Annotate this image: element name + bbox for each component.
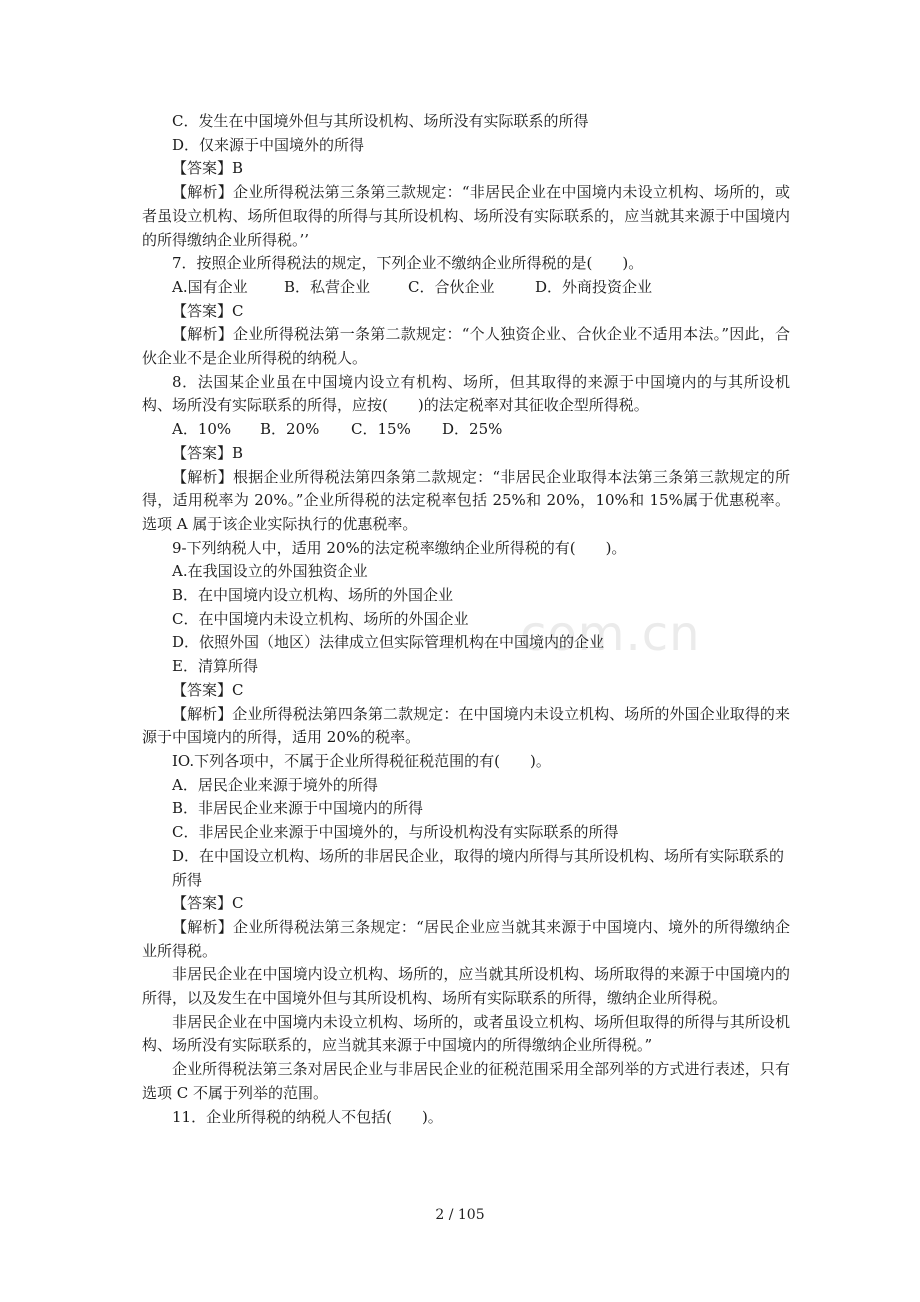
option-a: A．居民企业来源于境外的所得 xyxy=(172,775,378,794)
option-b: B．私营企业 xyxy=(284,277,371,296)
option-c: C．在中国境内未设立机构、场所的外国企业 xyxy=(172,609,469,628)
answer: 【答案】B xyxy=(172,443,244,462)
explanation: 【解析】企业所得税法第三条规定：“居民企业应当就其来源于中国境内、境外的所得缴纳企业所得税。 xyxy=(142,917,790,960)
option-d: D．在中国设立机构、场所的非居民企业，取得的境内所得与其所设机构、场所有实际联系的所得 xyxy=(172,846,785,889)
option-a: A.国有企业 xyxy=(172,277,248,296)
question-7-options xyxy=(142,276,790,300)
explanation: 【解析】企业所得税法第三条第三款规定：“非居民企业在中国境内未设立机构、场所的，或者虽设立机构、场所但取得的所得与其所设机构、场所没有实际联系的，应当就其来源于中国境内的所得缴纳企业所得税。’’ xyxy=(142,183,790,249)
page-content xyxy=(142,110,790,1129)
option-b: B．在中国境内设立机构、场所的外国企业 xyxy=(172,586,454,605)
option-b: B．20% xyxy=(260,420,320,439)
question-9: 9-下列纳税人中，适用 20%的法定税率缴纳企业所得税的有( )。 xyxy=(172,538,627,557)
question-8: 8．法国某企业虽在中国境内设立有机构、场所，但其取得的来源于中国境内的与其所设机构、场所没有实际联系的所得，应按( )的法定税率对其征收企型所得税。 xyxy=(142,372,790,415)
option-d: D．仅来源于中国境外的所得 xyxy=(172,135,365,154)
explanation: 【解析】企业所得税法第一条第二款规定：“个人独资企业、合伙企业不适用本法。”因此，合伙企业不是企业所得税的纳税人。 xyxy=(142,325,790,368)
option-d: D．25% xyxy=(442,420,503,439)
option-c: C．合伙企业 xyxy=(408,277,495,296)
option-c: C．非居民企业来源于中国境外的，与所设机构没有实际联系的所得 xyxy=(172,823,619,842)
explanation: 【解析】企业所得税法第四条第二款规定：在中国境内未设立机构、场所的外国企业取得的来源于中国境内的所得，适用 20%的税率。 xyxy=(142,704,790,747)
answer: 【答案】C xyxy=(172,894,244,913)
question-8-options xyxy=(142,418,790,442)
page-number: 2 / 105 xyxy=(435,1207,485,1223)
question-10: IO.下列各项中，不属于企业所得税征税范围的有( )。 xyxy=(172,751,551,770)
option-b: B．非居民企业来源于中国境内的所得 xyxy=(172,799,424,818)
answer: 【答案】C xyxy=(172,301,244,320)
option-e: E．清算所得 xyxy=(172,657,258,676)
explanation: 【解析】根据企业所得税法第四条第二款规定：“非居民企业取得本法第三条第三款规定的所得，适用税率为 20%。”企业所得税的法定税率包括 25%和 20%，10%和 15%属于优惠税率。选项 A 属于该企业实际执行的优惠税率。 xyxy=(142,467,790,533)
watermark: com.cn xyxy=(520,606,701,662)
option-c: C．15% xyxy=(351,420,411,439)
explanation-paragraph: 非居民企业在中国境内未设立机构、场所的，或者虽设立机构、场所但取得的所得与其所设机构、场所没有实际联系的，应当就其来源于中国境内的所得缴纳企业所得税。” xyxy=(142,1012,790,1055)
option-c: C．发生在中国境外但与其所设机构、场所没有实际联系的所得 xyxy=(172,112,589,130)
option-d: D．外商投资企业 xyxy=(535,277,653,296)
option-d: D．依照外国（地区）法律成立但实际管理机构在中国境内的企业 xyxy=(172,633,605,652)
answer: 【答案】C xyxy=(172,680,244,699)
explanation-paragraph: 企业所得税法第三条对居民企业与非居民企业的征税范围采用全部列举的方式进行表述，只有选项 C 不属于列举的范围。 xyxy=(142,1060,790,1102)
question-11: 11．企业所得税的纳税人不包括( )。 xyxy=(172,1107,443,1126)
question-7: 7．按照企业所得税法的规定，下列企业不缴纳企业所得税的是( )。 xyxy=(172,254,644,273)
option-a: A．10% xyxy=(172,420,232,439)
answer: 【答案】B xyxy=(172,159,244,178)
explanation-paragraph: 非居民企业在中国境内设立机构、场所的，应当就其所设机构、场所取得的来源于中国境内的所得，以及发生在中国境外但与其所设机构、场所有实际联系的所得，缴纳企业所得税。 xyxy=(142,965,790,1008)
option-a: A.在我国设立的外国独资企业 xyxy=(172,562,368,581)
